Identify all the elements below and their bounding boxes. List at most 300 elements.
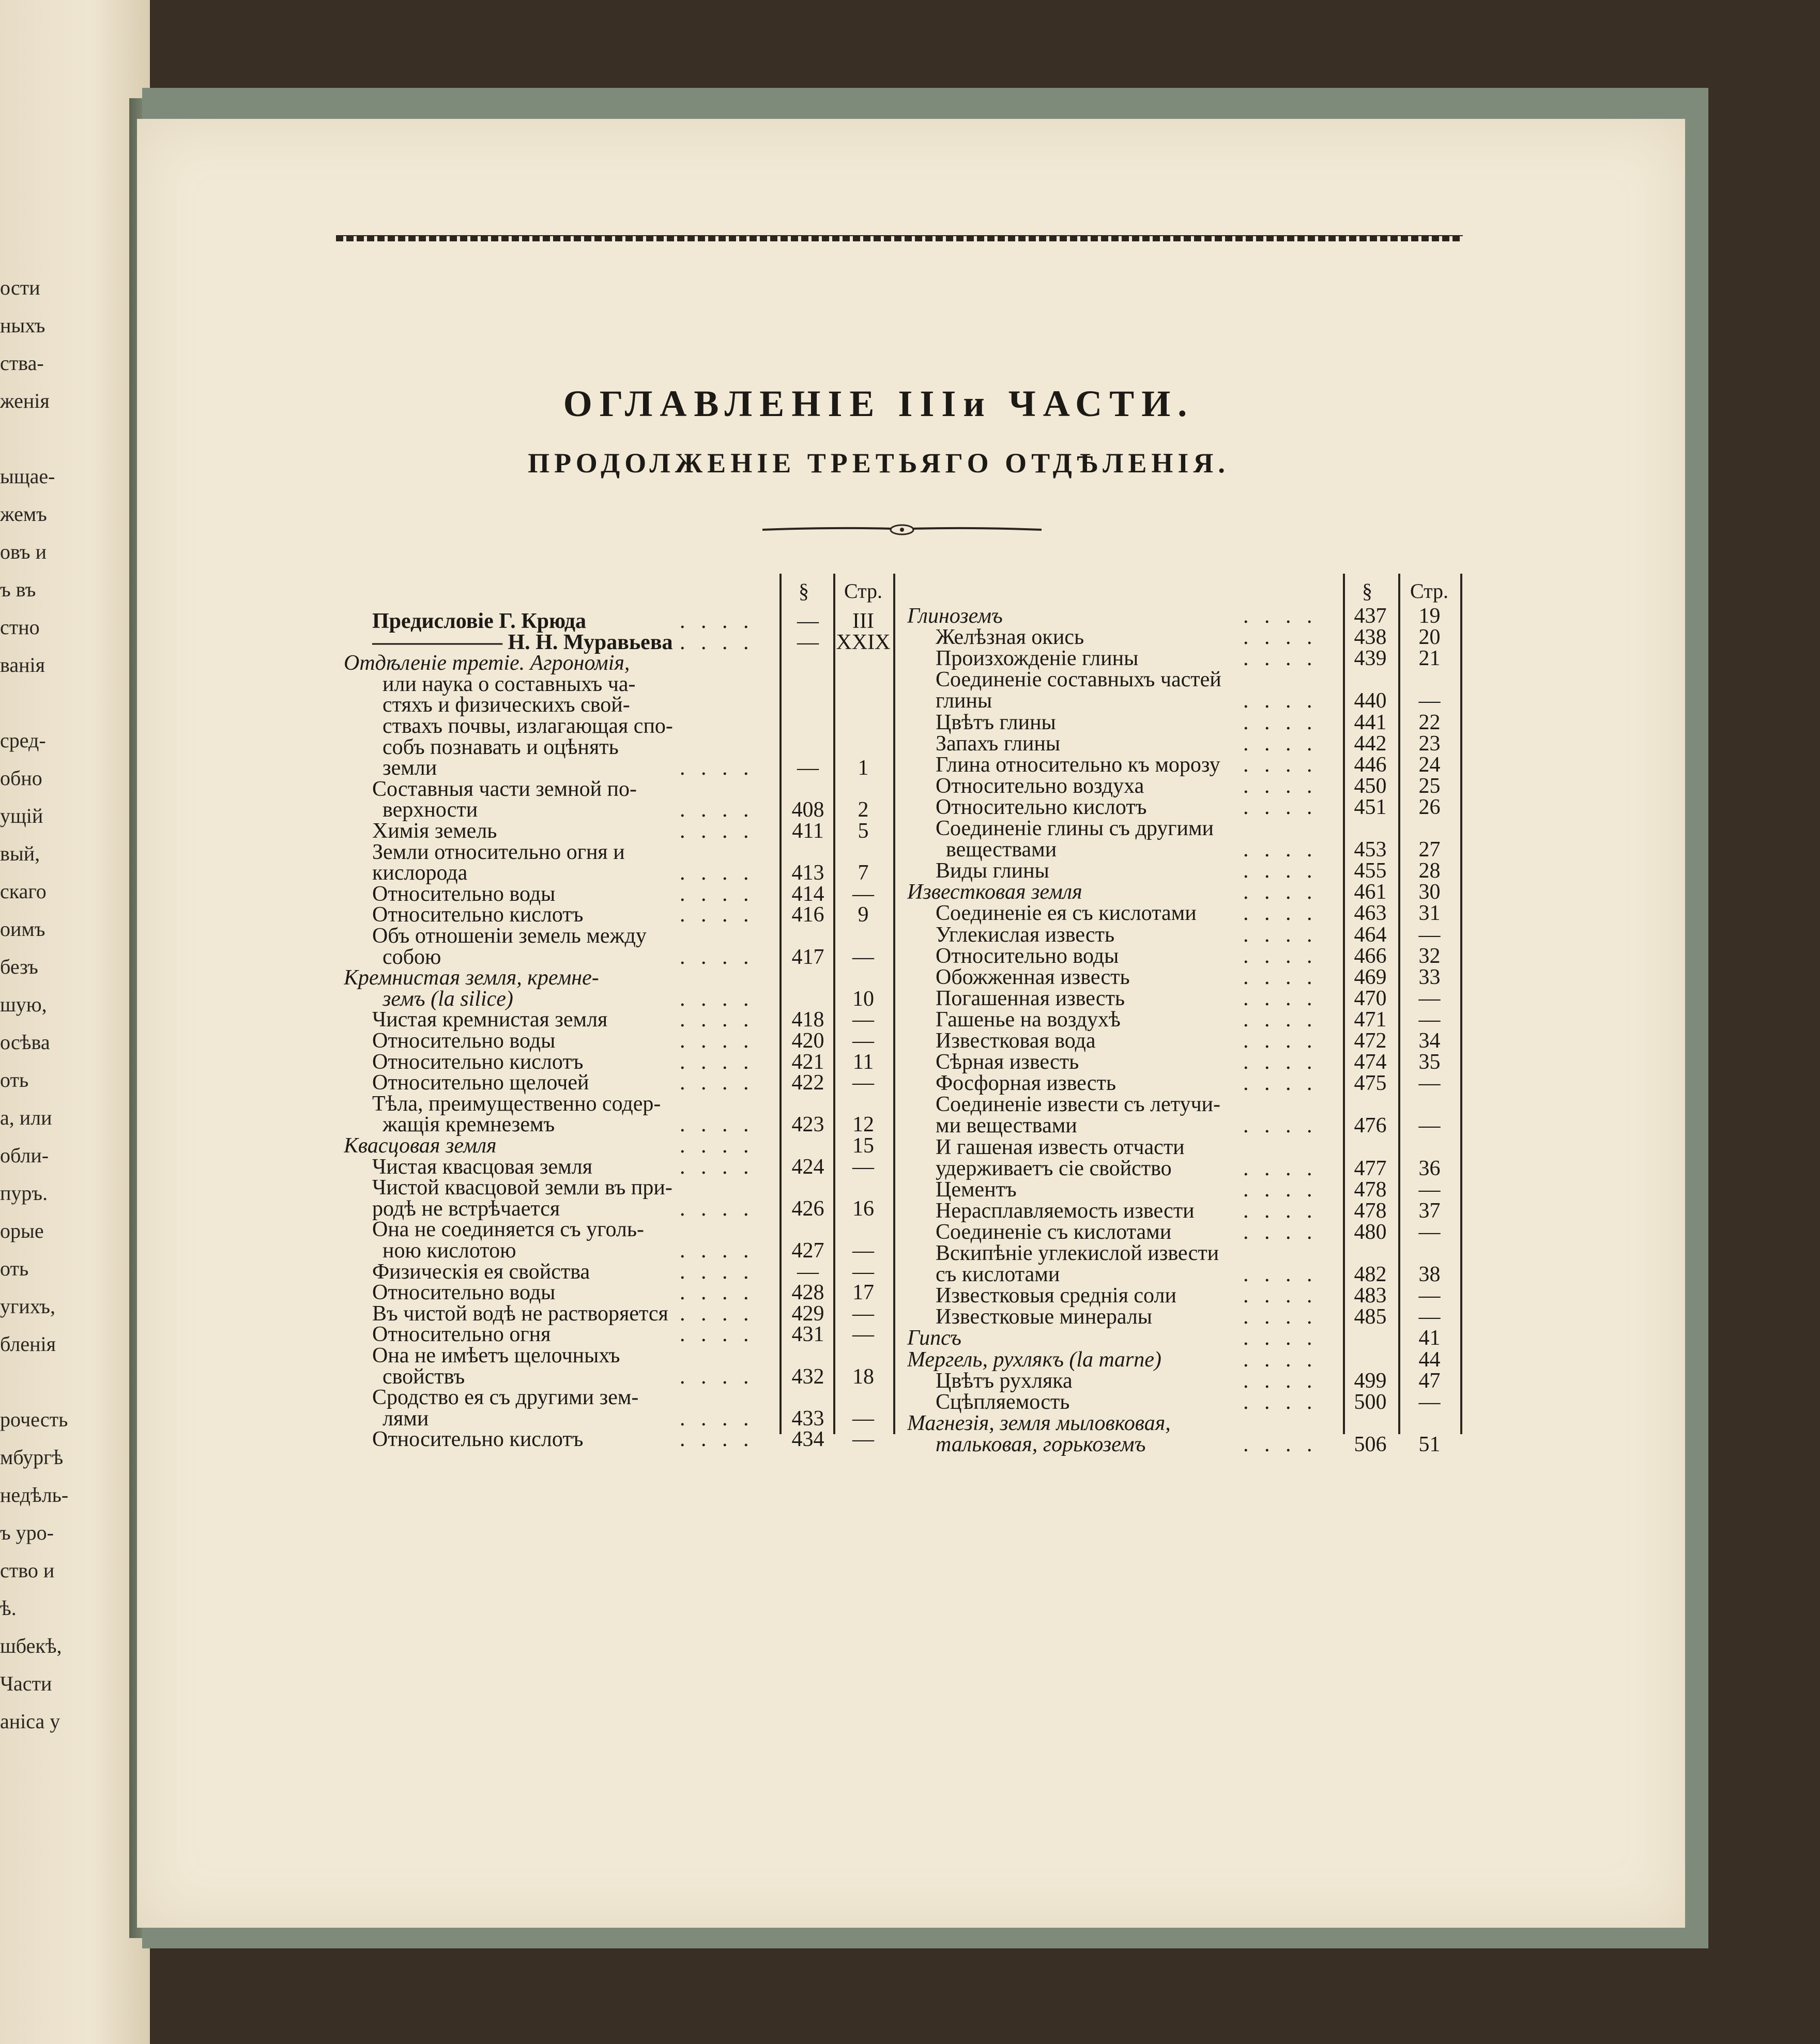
facing-page-fragment: угихъ, — [0, 1295, 55, 1318]
section-number: 438 — [1354, 625, 1387, 650]
facing-page-fragment: обли- — [0, 1144, 49, 1167]
section-number: 477 — [1354, 1156, 1387, 1180]
facing-page-fragment: безъ — [0, 955, 38, 978]
toc-entry-title: Сродство ея съ другими зем- — [372, 1386, 639, 1410]
toc-entry-title: Соединеніе глины съ другими — [936, 817, 1214, 840]
facing-page-fragment: овъ и — [0, 540, 47, 563]
page-number: — — [1418, 1114, 1441, 1138]
leader-dots: . . . . — [680, 1050, 754, 1074]
page-number: — — [852, 882, 874, 906]
section-number: 461 — [1354, 880, 1387, 904]
toc-entry-title: Относительно кислотъ — [372, 903, 584, 927]
toc-entry-title: Гипсъ — [907, 1326, 961, 1350]
facing-page-fragment: мбургѣ — [0, 1446, 64, 1469]
section-number: 453 — [1354, 838, 1387, 862]
page-number: — — [1418, 1177, 1441, 1202]
page-number: — — [852, 1071, 874, 1095]
leader-dots: . . . . — [1243, 859, 1318, 883]
page-number: 34 — [1418, 1029, 1441, 1053]
leader-dots: . . . . — [1243, 710, 1318, 734]
leader-dots: . . . . — [680, 1427, 754, 1452]
section-number: 414 — [791, 882, 824, 906]
toc-entry-title: собъ познавать и оцѣнять — [383, 735, 619, 759]
toc-entry-title: верхности — [383, 798, 478, 822]
toc-entry-title: Мергель, рухлякъ (la marne) — [907, 1347, 1161, 1372]
toc-entry-title: Погашенная известь — [936, 986, 1125, 1010]
page-number: — — [852, 1259, 874, 1284]
leader-dots: . . . . — [1243, 731, 1318, 756]
section-number: 475 — [1354, 1071, 1387, 1096]
leader-dots: . . . . — [680, 1364, 754, 1389]
leader-dots: . . . . — [1243, 1177, 1318, 1202]
toc-entry-title: Относительно щелочей — [372, 1071, 589, 1095]
leader-dots: . . . . — [1243, 965, 1318, 989]
section-number: 434 — [791, 1427, 824, 1452]
page-number: 37 — [1418, 1198, 1441, 1223]
section-number: 464 — [1354, 923, 1387, 947]
leader-dots: . . . . — [1243, 1326, 1318, 1350]
leader-dots: . . . . — [680, 1301, 754, 1326]
toc-entry-title: Углекислая известь — [936, 923, 1115, 947]
toc-entry-title: Физическія ея свойства — [372, 1259, 590, 1284]
leader-dots: . . . . — [1243, 1305, 1318, 1329]
toc-entry-title: Предисловіе Г. Крюда — [372, 609, 586, 633]
page-number: — — [852, 1427, 874, 1452]
leader-dots: . . . . — [680, 819, 754, 843]
page-number: — — [1418, 923, 1441, 947]
facing-page-fragment: оимъ — [0, 917, 45, 941]
facing-page-fragment: скаго — [0, 880, 47, 903]
section-number: 439 — [1354, 647, 1387, 671]
facing-page — [0, 0, 150, 2044]
page-number: — — [1418, 1220, 1441, 1244]
page-number: — — [852, 1323, 874, 1347]
toc-entry-title: —————— Н. Н. Муравьева — [372, 630, 673, 654]
page-number: 36 — [1418, 1156, 1441, 1180]
leader-dots: . . . . — [1243, 1390, 1318, 1414]
page-number: — — [1418, 1284, 1441, 1308]
toc-entry-title: Глина относительно къ морозу — [936, 752, 1220, 777]
toc-entry-title: И гашеная известь отчасти — [936, 1135, 1185, 1159]
facing-page-fragment: ъ въ — [0, 578, 36, 601]
facing-page-fragment: обно — [0, 766, 42, 790]
page-number: 41 — [1418, 1326, 1441, 1350]
top-decorative-rule — [336, 235, 1463, 241]
toc-entry-title: Относительно кислотъ — [372, 1427, 584, 1452]
page-number: 35 — [1418, 1050, 1441, 1074]
section-number: 474 — [1354, 1050, 1387, 1074]
facing-page-fragment: ванія — [0, 653, 45, 677]
page-number: 22 — [1418, 710, 1441, 734]
facing-page-fragment: недѣль- — [0, 1483, 69, 1507]
toc-entry-title: веществами — [946, 838, 1057, 862]
page-subtitle: ПРОДОЛЖЕНІЕ ТРЕТЬЯГО ОТДѢЛЕНІЯ. — [528, 448, 1230, 479]
leader-dots: . . . . — [680, 609, 754, 633]
leader-dots: . . . . — [1243, 1220, 1318, 1244]
toc-entry-title: Отдѣленіе третіе. Агрономія, — [344, 651, 630, 675]
section-number: 471 — [1354, 1007, 1387, 1032]
leader-dots: . . . . — [1243, 795, 1318, 819]
page-number: — — [852, 1155, 874, 1179]
section-number: 450 — [1354, 774, 1387, 798]
toc-entry-title: Обожженная известь — [936, 965, 1130, 989]
section-number: 433 — [791, 1406, 824, 1431]
toc-entry-title: Цвѣтъ глины — [936, 710, 1056, 734]
facing-page-fragment: рочесть — [0, 1408, 68, 1431]
page-number: 44 — [1418, 1347, 1441, 1372]
toc-entry-title: Нерасплавляемость извести — [936, 1198, 1195, 1223]
page-number: 27 — [1418, 838, 1441, 862]
page-number: — — [852, 1008, 874, 1032]
page-number: 12 — [852, 1113, 874, 1137]
toc-entry-title: Желѣзная окись — [936, 625, 1084, 650]
facing-page-fragment: ство и — [0, 1559, 55, 1582]
leader-dots: . . . . — [1243, 1432, 1318, 1456]
toc-entry-title: Земли относительно огня и — [372, 840, 625, 864]
facing-page-fragment: сред- — [0, 729, 46, 752]
toc-entry-title: Въ чистой водѣ не растворяется — [372, 1301, 668, 1326]
section-number: 463 — [1354, 901, 1387, 926]
section-number: — — [797, 609, 819, 633]
toc-entry-title: кислорода — [372, 861, 468, 885]
section-number: 428 — [791, 1281, 824, 1305]
leader-dots: . . . . — [1243, 774, 1318, 798]
facing-page-fragment: вый, — [0, 842, 40, 865]
page-number: 32 — [1418, 944, 1441, 968]
page-number: 10 — [852, 987, 874, 1011]
facing-page-fragment: ства- — [0, 351, 44, 375]
section-number: 431 — [791, 1323, 824, 1347]
toc-entry-title: Квасцовая земля — [344, 1134, 497, 1158]
section-number: 500 — [1354, 1390, 1387, 1414]
leader-dots: . . . . — [1243, 1156, 1318, 1180]
page-number: 25 — [1418, 774, 1441, 798]
leader-dots: . . . . — [680, 1196, 754, 1221]
toc-entry-title: свойствъ — [383, 1364, 465, 1389]
page-number: 5 — [858, 819, 869, 843]
section-number: 416 — [791, 903, 824, 927]
toc-entry-title: Кремнистая земля, кремне- — [344, 966, 599, 990]
page-number: 23 — [1418, 731, 1441, 756]
section-number: 417 — [791, 945, 824, 969]
facing-page-fragment: ныхъ — [0, 314, 45, 337]
toc-entry-title: Фосфорная известь — [936, 1071, 1117, 1096]
section-number: 426 — [791, 1196, 824, 1221]
facing-page-fragment: ѣ. — [0, 1596, 17, 1620]
leader-dots: . . . . — [1243, 1347, 1318, 1372]
section-number: 427 — [791, 1239, 824, 1263]
toc-entry-title: Относительно воды — [372, 1281, 556, 1305]
section-number: — — [797, 756, 819, 780]
toc-entry-title: Известковые минералы — [936, 1305, 1153, 1329]
leader-dots: . . . . — [680, 1155, 754, 1179]
page-number: 38 — [1418, 1263, 1441, 1287]
page-number: 28 — [1418, 859, 1441, 883]
facing-page-fragment: а, или — [0, 1106, 52, 1129]
page-number: — — [852, 1029, 874, 1053]
section-number: 483 — [1354, 1284, 1387, 1308]
section-number: 476 — [1354, 1114, 1387, 1138]
toc-entry-title: стяхъ и физическихъ свой- — [383, 693, 630, 717]
facing-page-fragment: ости — [0, 276, 40, 299]
toc-entry-title: Она не соединяется съ уголь- — [372, 1218, 645, 1242]
section-number: 442 — [1354, 731, 1387, 756]
toc-entry — [344, 1425, 902, 1453]
left-section-header: § — [799, 579, 809, 603]
toc-entry-title: лями — [383, 1406, 429, 1431]
section-number: 429 — [791, 1301, 824, 1326]
toc-entry-title: Известковая земля — [907, 880, 1082, 904]
page-number: 20 — [1418, 625, 1441, 650]
leader-dots: . . . . — [680, 1323, 754, 1347]
facing-page-fragment: ъ уро- — [0, 1521, 54, 1544]
toc-entry-title: Соединеніе съ кислотами — [936, 1220, 1172, 1244]
section-number: — — [797, 630, 819, 654]
page-number: — — [852, 1239, 874, 1263]
toc-entry-title: Относительно воды — [372, 882, 556, 906]
page-number: — — [1418, 1007, 1441, 1032]
page-number: 31 — [1418, 901, 1441, 926]
leader-dots: . . . . — [1243, 1198, 1318, 1223]
toc-entry — [907, 1431, 1471, 1458]
toc-entry-title: или наука о составныхъ ча- — [383, 672, 636, 696]
toc-entry-title: глины — [936, 689, 992, 713]
toc-entry-title: ною кислотою — [383, 1239, 516, 1263]
section-number: 485 — [1354, 1305, 1387, 1329]
section-number: 413 — [791, 861, 824, 885]
toc-entry-title: Относительно воды — [372, 1029, 556, 1053]
leader-dots: . . . . — [680, 1008, 754, 1032]
section-number: 423 — [791, 1113, 824, 1137]
toc-entry-title: Соединеніе ея съ кислотами — [936, 901, 1197, 926]
leader-dots: . . . . — [1243, 1284, 1318, 1308]
facing-page-fragment: пуръ. — [0, 1181, 48, 1205]
section-number: 499 — [1354, 1369, 1387, 1393]
facing-page-fragment: Части — [0, 1672, 52, 1695]
page-number: 26 — [1418, 795, 1441, 819]
leader-dots: . . . . — [680, 630, 754, 654]
section-number: 455 — [1354, 859, 1387, 883]
facing-page-fragment: орые — [0, 1219, 44, 1242]
leader-dots: . . . . — [1243, 838, 1318, 862]
toc-entry-title: Произхожденіе глины — [936, 647, 1139, 671]
facing-page-fragment: ыщае- — [0, 465, 55, 488]
toc-entry-title: Магнезія, земля мыловковая, — [907, 1411, 1171, 1435]
page-number: — — [852, 945, 874, 969]
section-number: 446 — [1354, 752, 1387, 777]
toc-entry-title: Глиноземъ — [907, 604, 1003, 628]
toc-entry-title: Объ отношеніи земель между — [372, 924, 647, 948]
leader-dots: . . . . — [1243, 1263, 1318, 1287]
page-number: XXIX — [836, 630, 891, 654]
leader-dots: . . . . — [680, 1259, 754, 1284]
leader-dots: . . . . — [1243, 1029, 1318, 1053]
leader-dots: . . . . — [680, 1029, 754, 1053]
facing-page-fragment: аніса у — [0, 1710, 60, 1733]
section-number: 437 — [1354, 604, 1387, 628]
toc-entry-title: Цементъ — [936, 1177, 1017, 1202]
ornament-divider — [762, 522, 1042, 537]
page-number: — — [1418, 689, 1441, 713]
toc-entry-title: Известковыя среднія соли — [936, 1284, 1176, 1308]
page-number: 21 — [1418, 647, 1441, 671]
toc-entry-title: собою — [383, 945, 441, 969]
toc-entry-title: Виды глины — [936, 859, 1049, 883]
section-number: 418 — [791, 1008, 824, 1032]
leader-dots: . . . . — [1243, 986, 1318, 1010]
facing-page-text — [0, 269, 140, 1740]
left-page-header: Стр. — [844, 579, 883, 603]
leader-dots: . . . . — [680, 987, 754, 1011]
toc-entry-title: ствахъ почвы, излагающая спо- — [383, 714, 673, 738]
section-number: 408 — [791, 798, 824, 822]
toc-entry-title: земъ (la silice) — [383, 987, 513, 1011]
page-number: 33 — [1418, 965, 1441, 989]
toc-entry-title: удерживаетъ сіе свойство — [936, 1156, 1172, 1180]
toc-entry-title: Тѣла, преимущественно содер- — [372, 1092, 661, 1116]
section-number: 472 — [1354, 1029, 1387, 1053]
section-number: — — [797, 1259, 819, 1284]
toc-entry-title: Относительно огня — [372, 1323, 551, 1347]
section-number: 482 — [1354, 1263, 1387, 1287]
facing-page-fragment: бленія — [0, 1332, 56, 1356]
leader-dots: . . . . — [1243, 1050, 1318, 1074]
page-title: ОГЛАВЛЕНІЕ IIIи ЧАСТИ. — [563, 383, 1195, 424]
leader-dots: . . . . — [680, 945, 754, 969]
toc-entry-title: земли — [383, 756, 437, 780]
leader-dots: . . . . — [680, 1239, 754, 1263]
facing-page-fragment: ущій — [0, 804, 43, 827]
page-number: — — [852, 1301, 874, 1326]
toc-entry-title: Запахъ глины — [936, 731, 1061, 756]
leader-dots: . . . . — [1243, 689, 1318, 713]
section-number: 411 — [792, 819, 824, 843]
leader-dots: . . . . — [1243, 604, 1318, 628]
leader-dots: . . . . — [1243, 625, 1318, 650]
toc-entry-title: Относительно кислотъ — [372, 1050, 584, 1074]
page-number: 30 — [1418, 880, 1441, 904]
leader-dots: . . . . — [680, 1134, 754, 1158]
page-number: — — [852, 1406, 874, 1431]
section-number: 424 — [791, 1155, 824, 1179]
toc-entry-title: Чистой квасцовой земли въ при- — [372, 1176, 672, 1200]
section-number: 421 — [791, 1050, 824, 1074]
leader-dots: . . . . — [1243, 944, 1318, 968]
section-number: 466 — [1354, 944, 1387, 968]
toc-entry-title: Относительно воды — [936, 944, 1119, 968]
page-number: 24 — [1418, 752, 1441, 777]
leader-dots: . . . . — [1243, 1007, 1318, 1032]
right-page-header: Стр. — [1410, 579, 1449, 603]
toc-entry-title: Чистая кремнистая земля — [372, 1008, 608, 1032]
toc-entry-title: съ кислотами — [936, 1263, 1060, 1287]
page-number: 1 — [858, 756, 869, 780]
facing-page-fragment: оть — [0, 1068, 29, 1092]
toc-entry-title: Химія земель — [372, 819, 497, 843]
section-number: 420 — [791, 1029, 824, 1053]
section-number: 478 — [1354, 1177, 1387, 1202]
leader-dots: . . . . — [680, 903, 754, 927]
toc-entry-title: родѣ не встрѣчается — [372, 1196, 560, 1221]
toc-entry-title: тальковая, горькоземъ — [936, 1432, 1146, 1456]
section-number: 478 — [1354, 1198, 1387, 1223]
page-number: 51 — [1418, 1432, 1441, 1456]
toc-entry-title: Соединеніе извести съ летучи- — [936, 1093, 1221, 1117]
facing-page-fragment: женія — [0, 389, 50, 412]
leader-dots: . . . . — [1243, 880, 1318, 904]
section-number: 451 — [1354, 795, 1387, 819]
toc-entry-title: Составныя части земной по- — [372, 777, 637, 801]
leader-dots: . . . . — [680, 756, 754, 780]
facing-page-fragment: шую, — [0, 993, 47, 1016]
page-number: 7 — [858, 861, 869, 885]
page-number: — — [1418, 986, 1441, 1010]
toc-entry-title: Относительно кислотъ — [936, 795, 1147, 819]
leader-dots: . . . . — [1243, 923, 1318, 947]
leader-dots: . . . . — [680, 1406, 754, 1431]
leader-dots: . . . . — [680, 861, 754, 885]
section-number: 470 — [1354, 986, 1387, 1010]
toc-entry-title: Относительно воздуха — [936, 774, 1144, 798]
leader-dots: . . . . — [1243, 1369, 1318, 1393]
page-number: 9 — [858, 903, 869, 927]
leader-dots: . . . . — [1243, 901, 1318, 926]
facing-page-fragment: стно — [0, 616, 40, 639]
page-number: 15 — [852, 1134, 874, 1158]
section-number: 506 — [1354, 1432, 1387, 1456]
page-number: 11 — [852, 1050, 874, 1074]
page-number: — — [1418, 1071, 1441, 1096]
page-number: 17 — [852, 1281, 874, 1305]
section-number: 480 — [1354, 1220, 1387, 1244]
toc-entry-title: Соединеніе составныхъ частей — [936, 668, 1221, 692]
page-number: 18 — [852, 1364, 874, 1389]
leader-dots: . . . . — [1243, 1114, 1318, 1138]
page-number: 47 — [1418, 1369, 1441, 1393]
facing-page-fragment: осѣва — [0, 1031, 50, 1054]
toc-entry-title: Сѣрная известь — [936, 1050, 1079, 1074]
facing-page-fragment: шбекѣ, — [0, 1634, 62, 1657]
leader-dots: . . . . — [680, 1281, 754, 1305]
toc-entry-title: Цвѣтъ рухляка — [936, 1369, 1073, 1393]
page-number: 16 — [852, 1196, 874, 1221]
facing-page-fragment: оть — [0, 1257, 29, 1280]
section-number: 469 — [1354, 965, 1387, 989]
page-number: — — [1418, 1305, 1441, 1329]
facing-page-fragment — [0, 684, 140, 721]
leader-dots: . . . . — [680, 1071, 754, 1095]
leader-dots: . . . . — [680, 882, 754, 906]
toc-entry-title: Сцѣпляемость — [936, 1390, 1070, 1414]
toc-entry-title: Она не имѣетъ щелочныхъ — [372, 1344, 620, 1367]
leader-dots: . . . . — [1243, 647, 1318, 671]
toc-entry-title: Вскипѣніе углекислой извести — [936, 1241, 1219, 1265]
leader-dots: . . . . — [680, 1113, 754, 1137]
leader-dots: . . . . — [1243, 1071, 1318, 1096]
leader-dots: . . . . — [680, 798, 754, 822]
section-number: 441 — [1354, 710, 1387, 734]
toc-entry-title: ми веществами — [936, 1114, 1077, 1138]
page-number: 2 — [858, 798, 869, 822]
page-number: — — [1418, 1390, 1441, 1414]
facing-page-fragment — [0, 420, 140, 457]
toc-entry-title: Гашенье на воздухѣ — [936, 1007, 1121, 1032]
page-number: III — [852, 609, 874, 633]
toc-entry-title: Известковая вода — [936, 1029, 1096, 1053]
facing-page-fragment — [0, 1363, 140, 1401]
section-number: 440 — [1354, 689, 1387, 713]
facing-page-fragment: жемъ — [0, 502, 47, 526]
